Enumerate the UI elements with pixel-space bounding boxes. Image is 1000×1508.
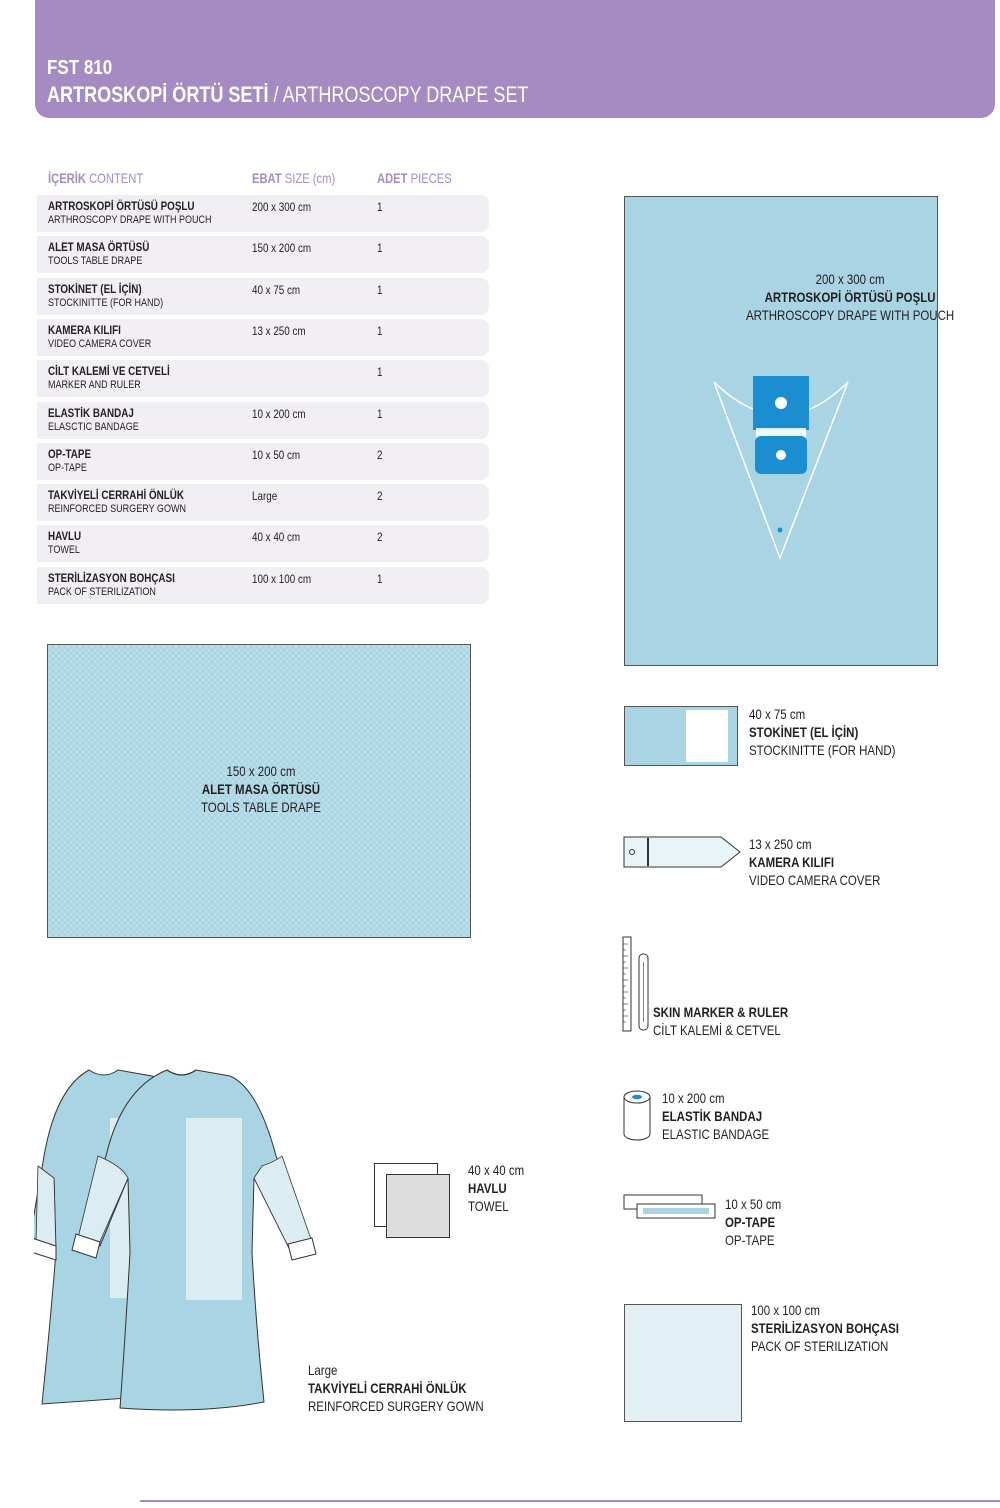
camera-cover-illustration [623,836,743,870]
footer-divider [140,1500,1000,1502]
surgery-gown-illustration [34,1066,324,1418]
column-header-size: EBAT SIZE (cm) [252,170,336,186]
row-pieces: 1 [377,365,383,380]
row-name-en: TOOLS TABLE DRAPE [48,255,143,268]
row-name-en: REINFORCED SURGERY GOWN [48,503,186,516]
row-name-tr: ELASTİK BANDAJ [48,405,134,420]
table-row [37,567,489,604]
row-size: 13 x 250 cm [252,323,306,338]
elastic-bandage-illustration [623,1090,653,1142]
row-name-tr: STERİLİZASYON BOHÇASI [48,570,175,585]
row-pieces: 1 [377,200,383,214]
row-name-tr: OP-TAPE [48,446,92,461]
row-size: 40 x 75 cm [252,282,301,297]
column-header-content: İÇERİK CONTENT [48,170,144,186]
row-name-en: STOCKINITTE (FOR HAND) [48,296,164,309]
stockinette-label: 40 x 75 cm STOKİNET (EL İÇİN) STOCKINITTE (FOR HAND) [749,706,896,758]
row-name-tr: TAKVİYELİ CERRAHİ ÖNLÜK [48,488,184,503]
table-row [37,525,489,562]
gown-label: Large TAKVİYELİ CERRAHİ ÖNLÜK REINFORCED SURGERY GOWN [308,1362,484,1414]
row-pieces: 2 [377,530,383,545]
row-pieces: 2 [377,489,383,504]
row-size: 150 x 200 cm [252,241,312,256]
table-row [37,195,489,232]
row-name-en: ELASCTIC BANDAGE [48,420,139,433]
row-name-en: TOWEL [48,544,80,557]
row-name-tr: ALET MASA ÖRTÜSÜ [48,240,150,255]
header-banner [35,0,995,118]
marker-label: SKIN MARKER & RULER CİLT KALEMİ & CETVEL [653,1004,789,1038]
table-row [37,443,489,480]
row-size: Large [252,489,278,504]
row-name-en: VIDEO CAMERA COVER [48,337,152,350]
sterilization-pack-illustration [624,1304,744,1424]
row-size: 200 x 300 cm [252,200,312,214]
row-size: 40 x 40 cm [252,530,301,545]
row-name-en: ARTHROSCOPY DRAPE WITH POUCH [48,214,212,226]
row-pieces: 1 [377,323,383,338]
page-title [47,82,529,108]
title-en: ARTHROSCOPY DRAPE SET [282,82,529,107]
row-size: 10 x 50 cm [252,447,301,462]
row-size: 10 x 200 cm [252,406,306,421]
table-drape-label: 150 x 200 cm ALET MASA ÖRTÜSÜ TOOLS TABLE DRAPE [201,763,321,815]
row-name-tr: ARTROSKOPİ ÖRTÜSÜ POŞLU [48,199,195,213]
row-name-tr: STOKİNET (EL İÇİN) [48,281,142,296]
row-pieces: 1 [377,406,383,421]
table-row [37,236,489,273]
row-name-tr: KAMERA KILIFI [48,322,121,337]
towel-illustration [373,1162,453,1242]
row-pieces: 1 [377,571,383,586]
table-row [37,278,489,315]
row-pieces: 1 [377,282,383,297]
row-size: 100 x 100 cm [252,571,312,586]
table-row [37,484,489,521]
row-name-en: MARKER AND RULER [48,379,141,392]
product-code: FST 810 [47,57,113,79]
title-separator: / [273,82,279,107]
title-tr: ARTROSKOPİ ÖRTÜ SETİ [47,82,269,107]
table-row [37,319,489,356]
sterilization-label: 100 x 100 cm STERİLİZASYON BOHÇASI PACK OF STERILIZATION [751,1302,899,1354]
towel-label: 40 x 40 cm HAVLU TOWEL [468,1162,525,1214]
op-tape-label: 10 x 50 cm OP-TAPE OP-TAPE [725,1196,782,1248]
row-pieces: 2 [377,447,383,462]
row-name-en: PACK OF STERILIZATION [48,585,156,598]
row-name-tr: CİLT KALEMİ VE CETVELİ [48,364,170,379]
row-name-tr: HAVLU [48,529,82,544]
column-header-pieces: ADET PIECES [377,170,452,186]
arthroscopy-drape-illustration [624,196,938,666]
stockinette-illustration [624,706,739,768]
row-pieces: 1 [377,241,383,256]
op-tape-illustration [623,1194,718,1222]
marker-ruler-illustration [622,936,652,1034]
bandage-label: 10 x 200 cm ELASTİK BANDAJ ELASTIC BANDAGE [662,1090,770,1142]
table-row [37,402,489,439]
camera-cover-label: 13 x 250 cm KAMERA KILIFI VIDEO CAMERA COVER [749,836,881,888]
row-name-en: OP-TAPE [48,461,87,474]
drape-label: 200 x 300 cm ARTROSKOPİ ÖRTÜSÜ POŞLU ARTHROSCOPY DRAPE WITH POUCH [746,271,955,323]
table-row [37,360,489,397]
